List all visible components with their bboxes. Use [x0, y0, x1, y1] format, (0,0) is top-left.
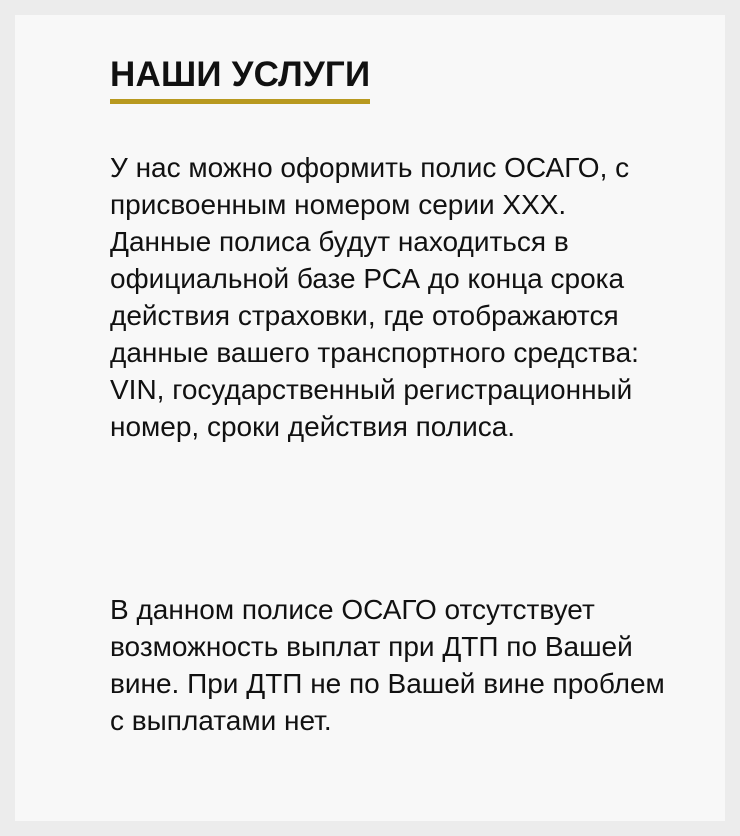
- services-paragraph-policy: У нас можно оформить полис ОСАГО, с присвоенным номером серии ХХХ. Данные полиса будут находиться в официальной базе РСА до конца срока действия страховки, где отображаются данные вашего транспортного средства: VIN, государственный регистрационный номер, сроки действия полиса.: [110, 152, 639, 442]
- services-paragraph-payments: В данном полисе ОСАГО отсутствует возможность выплат при ДТП по Вашей вине. При ДТП не по Вашей вине проблем с выплатами нет.: [110, 594, 665, 736]
- section-title: НАШИ УСЛУГИ: [110, 53, 370, 104]
- services-card: [15, 15, 725, 821]
